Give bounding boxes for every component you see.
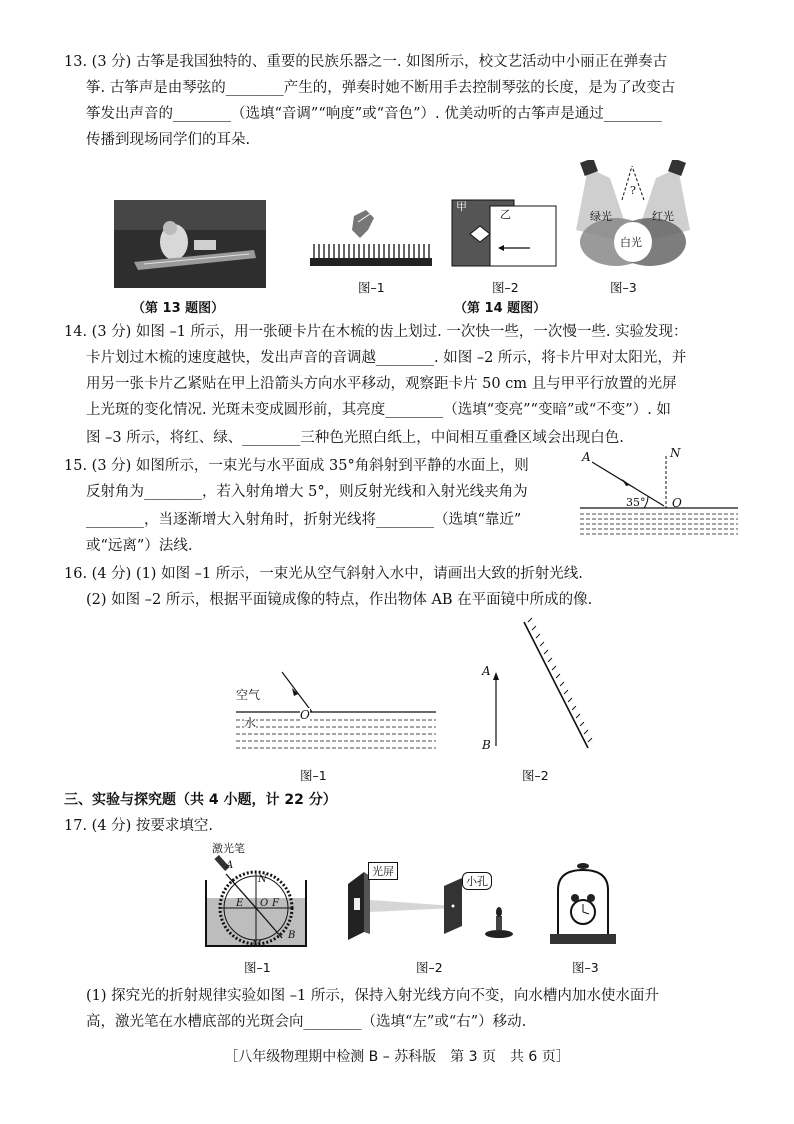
label-n-normal: N xyxy=(258,874,267,885)
label-laser: 激光笔 xyxy=(212,842,245,855)
q16-line-1: 16. (4 分) (1) 如图 –1 所示，一束光从空气斜射入水中，请画出大致的折射光线. xyxy=(64,566,583,582)
q13-line-2: 筝. 古筝声是由琴弦的________产生的，弹奏时她不断用手去控制琴弦的长度，是为了改变古 xyxy=(86,80,676,96)
plane-mirror-figure xyxy=(478,616,598,756)
label-pinhole: 小孔 xyxy=(462,872,492,890)
pinhole-figure xyxy=(344,862,524,942)
label-air: 空气 xyxy=(236,688,261,702)
q17-sub1-line-1: (1) 探究光的折射规律实验如图 –1 所示，保持入射光线方向不变，向水槽内加水使水面升 xyxy=(86,988,659,1004)
q14-line-1: 14. (3 分) 如图 –1 所示，用一张硬卡片在木梳的齿上划过. 一次快一些，一次慢一些. 实验发现： xyxy=(64,324,688,340)
label-red-light: 红光 xyxy=(652,210,674,223)
refraction-air-water-figure xyxy=(236,670,436,754)
q14-line-4: 上光斑的变化情况. 光斑未变成圆形前，其亮度________（选填“变亮”“变暗”或“不变”）. 如 xyxy=(86,402,671,418)
label-a: A xyxy=(582,450,591,464)
caption-q14-fig1: 图–1 xyxy=(358,280,385,295)
q15-line-1: 15. (3 分) 如图所示，一束光与水平面成 35°角斜射到平静的水面上，则 xyxy=(64,458,529,474)
label-e: E xyxy=(236,898,244,909)
label-o: O xyxy=(672,496,682,510)
label-question: ? xyxy=(630,184,636,197)
q13-line-1: 13. (3 分) 古筝是我国独特的、重要的民族乐器之一. 如图所示，校文艺活动中小丽正在弹奏古 xyxy=(64,54,668,70)
label-o-center: O xyxy=(260,898,269,909)
caption-q17-fig2: 图–2 xyxy=(416,960,443,975)
q13-line-3: 筝发出声音的________（选填“音调”“响度”或“音色”）. 优美动听的古筝声是通过________ xyxy=(86,106,662,122)
comb-card-figure xyxy=(308,208,434,268)
refraction-tank-figure xyxy=(196,840,316,950)
label-jia: 甲 xyxy=(456,200,467,213)
label-angle: 35° xyxy=(626,496,646,509)
label-water: 水 xyxy=(244,716,257,730)
caption-q17-fig3: 图–3 xyxy=(572,960,599,975)
caption-q16-fig1: 图–1 xyxy=(300,768,327,783)
q14-line-2: 卡片划过木梳的速度越快，发出声音的音调越________. 如图 –2 所示，将卡片甲对太阳光，并 xyxy=(86,350,687,366)
reflection-figure xyxy=(580,446,740,538)
bell-jar-figure xyxy=(548,862,618,946)
caption-q14: （第 14 题图） xyxy=(454,301,547,316)
q15-line-3: ________，当逐渐增大入射角时，折射光线将________（选填“靠近” xyxy=(86,512,522,528)
color-lights-figure xyxy=(574,160,692,274)
q15-line-2: 反射角为________，若入射角增大 5°，则反射光线和入射光线夹角为 xyxy=(86,484,528,500)
caption-q14-fig3: 图–3 xyxy=(610,280,637,295)
q16-line-2: (2) 如图 –2 所示，根据平面镜成像的特点，作出物体 AB 在平面镜中所成的像. xyxy=(86,592,593,608)
page-footer: ［八年级物理期中检测 B – 苏科版 第 3 页 共 6 页］ xyxy=(224,1049,570,1065)
q17-sub1-line-2: 高，激光笔在水槽底部的光斑会向________（选填“左”或“右”）移动. xyxy=(86,1014,527,1030)
q15-line-4: 或“远离”）法线. xyxy=(86,538,193,554)
label-white-light: 白光 xyxy=(620,236,642,249)
q13-line-4: 传播到现场同学们的耳朵. xyxy=(86,132,251,148)
caption-q16-fig2: 图–2 xyxy=(522,768,549,783)
q17-line-1: 17. (4 分) 按要求填空. xyxy=(64,818,214,834)
guzheng-photo xyxy=(114,200,266,288)
section-3-title: 三、实验与探究题（共 4 小题，计 22 分） xyxy=(64,792,337,808)
q14-line-5: 图 –3 所示，将红、绿、________三种色光照白纸上，中间相互重叠区域会出现白色. xyxy=(86,430,624,446)
label-a-object: A xyxy=(482,664,491,678)
caption-q13: （第 13 题图） xyxy=(132,301,225,316)
q14-line-3: 用另一张卡片乙紧贴在甲上沿箭头方向水平移动，观察距卡片 50 cm 且与甲平行放置的光屏 xyxy=(86,376,677,392)
label-green-light: 绿光 xyxy=(590,210,612,223)
caption-q14-fig2: 图–2 xyxy=(492,280,519,295)
label-yi: 乙 xyxy=(500,208,511,221)
cards-figure xyxy=(450,196,560,270)
label-b-object: B xyxy=(482,738,491,752)
caption-q17-fig1: 图–1 xyxy=(244,960,271,975)
label-o-point: O xyxy=(300,708,310,722)
label-b-spot: B xyxy=(288,930,296,941)
label-n: N xyxy=(670,446,681,460)
label-m: M xyxy=(252,940,262,950)
label-screen: 光屏 xyxy=(368,862,398,880)
label-a-laser: A xyxy=(226,860,234,871)
label-f: F xyxy=(272,898,279,909)
